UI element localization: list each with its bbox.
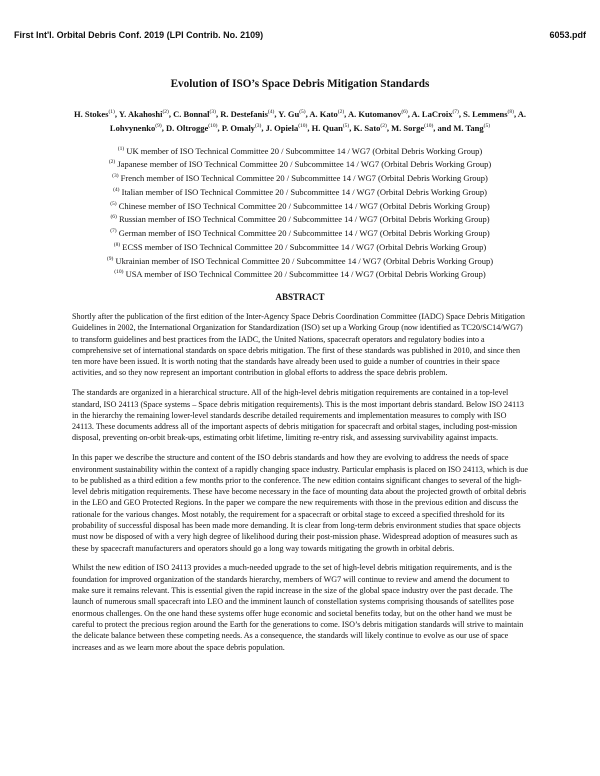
author-name: H. Stokes xyxy=(73,108,109,119)
author-name: R. Destefanis xyxy=(220,108,268,119)
affiliation-number: (9) xyxy=(106,255,114,262)
affiliation-line xyxy=(72,240,528,254)
author-affiliation-mark: (9) xyxy=(155,123,162,130)
author-name: A. Kato xyxy=(309,108,338,119)
author-name: S. Lemmens xyxy=(463,108,508,119)
affiliation-text: UK member of ISO Technical Committee 20 / Subcommittee 14 / WG7 (Orbital Debris Working Group) xyxy=(126,145,483,156)
author-affiliation-mark: (1) xyxy=(108,109,115,115)
author-affiliation-mark: (10) xyxy=(298,123,308,130)
author-affiliation-mark: (7) xyxy=(452,109,459,115)
author-affiliation-mark: (2) xyxy=(162,109,169,115)
abstract-heading: ABSTRACT xyxy=(275,292,325,302)
affiliation-text: Italian member of ISO Technical Committee 20 / Subcommittee 14 / WG7 (Orbital Debris Working Group) xyxy=(121,186,487,197)
author-affiliation-mark: (3) xyxy=(254,123,262,130)
author xyxy=(119,109,169,119)
author-affiliation-mark: (5) xyxy=(483,123,491,130)
paper-title: Evolution of ISO’s Space Debris Mitigation Standards xyxy=(170,78,430,90)
affiliation-line xyxy=(72,254,528,268)
author xyxy=(348,109,408,119)
affiliation-list xyxy=(72,144,528,281)
abstract-paragraph: Whilst the new edition of ISO 24113 provides a much-needed upgrade to the set of high-level debris mitigation requirements, and is the foundation for improved organization of the standards hierarchy, members of WG7 will continue to review and amend the document to make sure it remains relevant. This is essential given the rapid increase in the size of the global space industry over the past decade. The launch of numerous small spacecraft into LEO and the imminent launch of constellation systems comprising thousands of satellites pose enormous challenges. On the one hand these systems offer huge economic and societal benefits today, but on the other hand we must be careful to protect the precious region around the Earth for the generations to come. ISO’s debris mitigation standards will strive to maintain the delicate balance between these competing needs. As a consequence, the standards will likely continue to evolve as our use of space increases and as we learn more about the space debris population. xyxy=(72,563,524,652)
affiliation-text: Ukrainian member of ISO Technical Committee 20 / Subcommittee 14 / WG7 (Orbital Debris Working Group) xyxy=(115,255,494,266)
author xyxy=(74,109,115,119)
running-header xyxy=(14,30,586,40)
affiliation-text: Japanese member of ISO Technical Committee 20 / Subcommittee 14 / WG7 (Orbital Debris Working Group) xyxy=(117,159,492,170)
affiliation-line xyxy=(72,144,528,158)
abstract-paragraph: Shortly after the publication of the first edition of the Inter-Agency Space Debris Coordination Committee (IADC) Space Debris Mitigation Guidelines in 2002, the International Organization for Standardization (ISO) set up a Working Group (now identified as TC20/SC14/WG7) to transform guidelines and best practices from the IADC, the United Nations, spacecraft operators and regulatory bodies into a comprehensive set of international standards on space debris mitigation. The first of these standards was published in 2010, and since then ten more have been issued. It is worth noting that the standards have already been used to guide a number of countries in their space activities, and so they now represent an important contribution in global efforts to address the space debris problem. xyxy=(72,312,525,378)
author-name: M. Tang xyxy=(453,123,484,134)
abstract-paragraph: In this paper we describe the structure and content of the ISO debris standards and how they are evolving to address the needs of space environment sustainability within the context of a rapidly changing space industry. Particular emphasis is placed on ISO 24113, which is due to be published as a third edition a few months prior to the conference. The new edition contains significant changes to several of the high-level debris mitigation requirements. These have become necessary in the face of mounting data about the projected growth of orbital debris in the LEO and GEO Protected Regions. In the paper we compare the new requirements with those in the previous edition and discuss the rationale for the various changes. Most notably, the requirement for a spacecraft or orbital stage to exceed a specified threshold for its probability of successful disposal has been made more demanding. It is clear from long-term debris environment studies that space objects must now be disposed of with a very high degree of likelihood during their post-mission phase. Widespread adoption of measures such as these by spacecraft manufacturers and operators should go a long way towards mitigating the growth in orbital debris. xyxy=(72,453,528,553)
author-affiliation-mark: (3) xyxy=(209,109,216,115)
affiliation-number: (8) xyxy=(113,241,121,248)
affiliation-line xyxy=(72,185,528,199)
author xyxy=(222,123,262,133)
affiliation-number: (10) xyxy=(114,269,124,276)
affiliation-text: French member of ISO Technical Committee 20 / Subcommittee 14 / WG7 (Orbital Debris Working Group) xyxy=(120,172,488,183)
affiliation-text: USA member of ISO Technical Committee 20 / Subcommittee 14 / WG7 (Orbital Debris Working Group) xyxy=(125,269,486,280)
author xyxy=(353,123,386,133)
author-name: P. Omaly xyxy=(221,123,255,134)
author xyxy=(309,109,344,119)
author-affiliation-mark: (5) xyxy=(299,109,306,115)
author-affiliation-mark: (5) xyxy=(342,123,350,130)
author-affiliation-mark: (2) xyxy=(337,109,345,115)
author-affiliation-mark: (8) xyxy=(507,109,514,115)
author-name: A. Kutomanov xyxy=(347,108,402,119)
author xyxy=(391,123,433,133)
author-list: H. Stokes$^{(1)}$, Y. Akahoshi$^{(2)}$, C. Bonnal$^{(3)}$, R. Destefanis$^{(4)}$, Y. Gu$^{(5)}$, A. Kato$^{(2)}$, A. Kutomanov$^{(6)}$, A. LaCroix$^{(7)}$, S. Lemmens$^{(8)}$, A. Lohvynenko$^{(9)}$, D. Oltrogge$^{(10)}$, P. Omaly$^{(3)}$, J. Opiela$^{(10)}$, H. Quan$^{(5)}$, K. Sato$^{(2)}$, M. Sorge$^{(10)}$, and M. Tang$^{(5)}$ xyxy=(73,108,526,134)
author xyxy=(166,123,218,133)
affiliation-number: (5) xyxy=(110,200,117,207)
author-name: Y. Akahoshi xyxy=(118,108,163,119)
affiliation-line xyxy=(72,199,528,213)
author xyxy=(278,109,305,119)
author-affiliation-mark: (6) xyxy=(401,109,408,115)
author-name: Y. Gu xyxy=(278,108,300,119)
author-affiliation-mark: (10) xyxy=(208,123,218,130)
author-affiliation-mark: (2) xyxy=(380,123,387,130)
affiliation-text: Chinese member of ISO Technical Committee 20 / Subcommittee 14 / WG7 (Orbital Debris Working Group) xyxy=(118,200,490,211)
author xyxy=(463,109,514,119)
author xyxy=(312,123,350,133)
affiliation-line xyxy=(72,212,528,226)
affiliation-line xyxy=(72,171,528,185)
affiliation-number: (6) xyxy=(110,214,117,221)
affiliation-line xyxy=(72,226,528,240)
author xyxy=(266,123,308,133)
affiliation-text: Russian member of ISO Technical Committee 20 / Subcommittee 14 / WG7 (Orbital Debris Working Group) xyxy=(119,214,490,225)
author-name: C. Bonnal xyxy=(173,108,210,119)
affiliation-text: ECSS member of ISO Technical Committee 20 / Subcommittee 14 / WG7 (Orbital Debris Working Group) xyxy=(122,241,487,252)
author-affiliation-mark: (4) xyxy=(267,109,275,115)
affiliation-number: (1) xyxy=(117,145,125,152)
paper-content xyxy=(72,78,528,661)
author xyxy=(453,123,490,133)
author-name: J. Opiela xyxy=(265,123,299,134)
author-name: K. Sato xyxy=(353,123,381,134)
author-name: A. Lohvynenko xyxy=(109,108,526,134)
author xyxy=(173,109,216,119)
author xyxy=(220,109,274,119)
conference-header: First Int'l. Orbital Debris Conf. 2019 (LPI Contrib. No. 2109) xyxy=(14,30,264,40)
author-name: M. Sorge xyxy=(391,123,425,134)
affiliation-number: (3) xyxy=(112,173,119,180)
author-name: D. Oltrogge xyxy=(165,123,209,134)
affiliation-line xyxy=(72,157,528,171)
author xyxy=(412,109,459,119)
abstract-body xyxy=(72,311,528,653)
author-name: A. LaCroix xyxy=(411,108,453,119)
affiliation-number: (7) xyxy=(110,228,117,235)
author-affiliation-mark: (10) xyxy=(424,123,434,130)
affiliation-text: German member of ISO Technical Committee 20 / Subcommittee 14 / WG7 (Orbital Debris Working Group) xyxy=(118,227,490,238)
affiliation-number: (2) xyxy=(108,159,116,166)
affiliation-line xyxy=(72,267,528,281)
abstract-paragraph: The standards are organized in a hierarchical structure. All of the high-level debris mitigation requirements are contained in a top-level standard, ISO 24113 (Space systems – Space debris mitigation requirements). This is the most important debris standard. Below ISO 24113 in the hierarchy the remaining lower-level standards describe detailed requirements and implementation measures to comply with ISO 24113. These documents address all of the important aspects of debris mitigation for spacecraft and orbital stages, including post-mission disposal, preventing on-orbit break-ups, estimating orbit lifetime, limiting re-entry risk, and assessing survivability against impacts. xyxy=(72,388,524,443)
file-name: 6053.pdf xyxy=(549,30,586,40)
author-name: H. Quan xyxy=(311,123,343,134)
affiliation-number: (4) xyxy=(113,186,120,193)
